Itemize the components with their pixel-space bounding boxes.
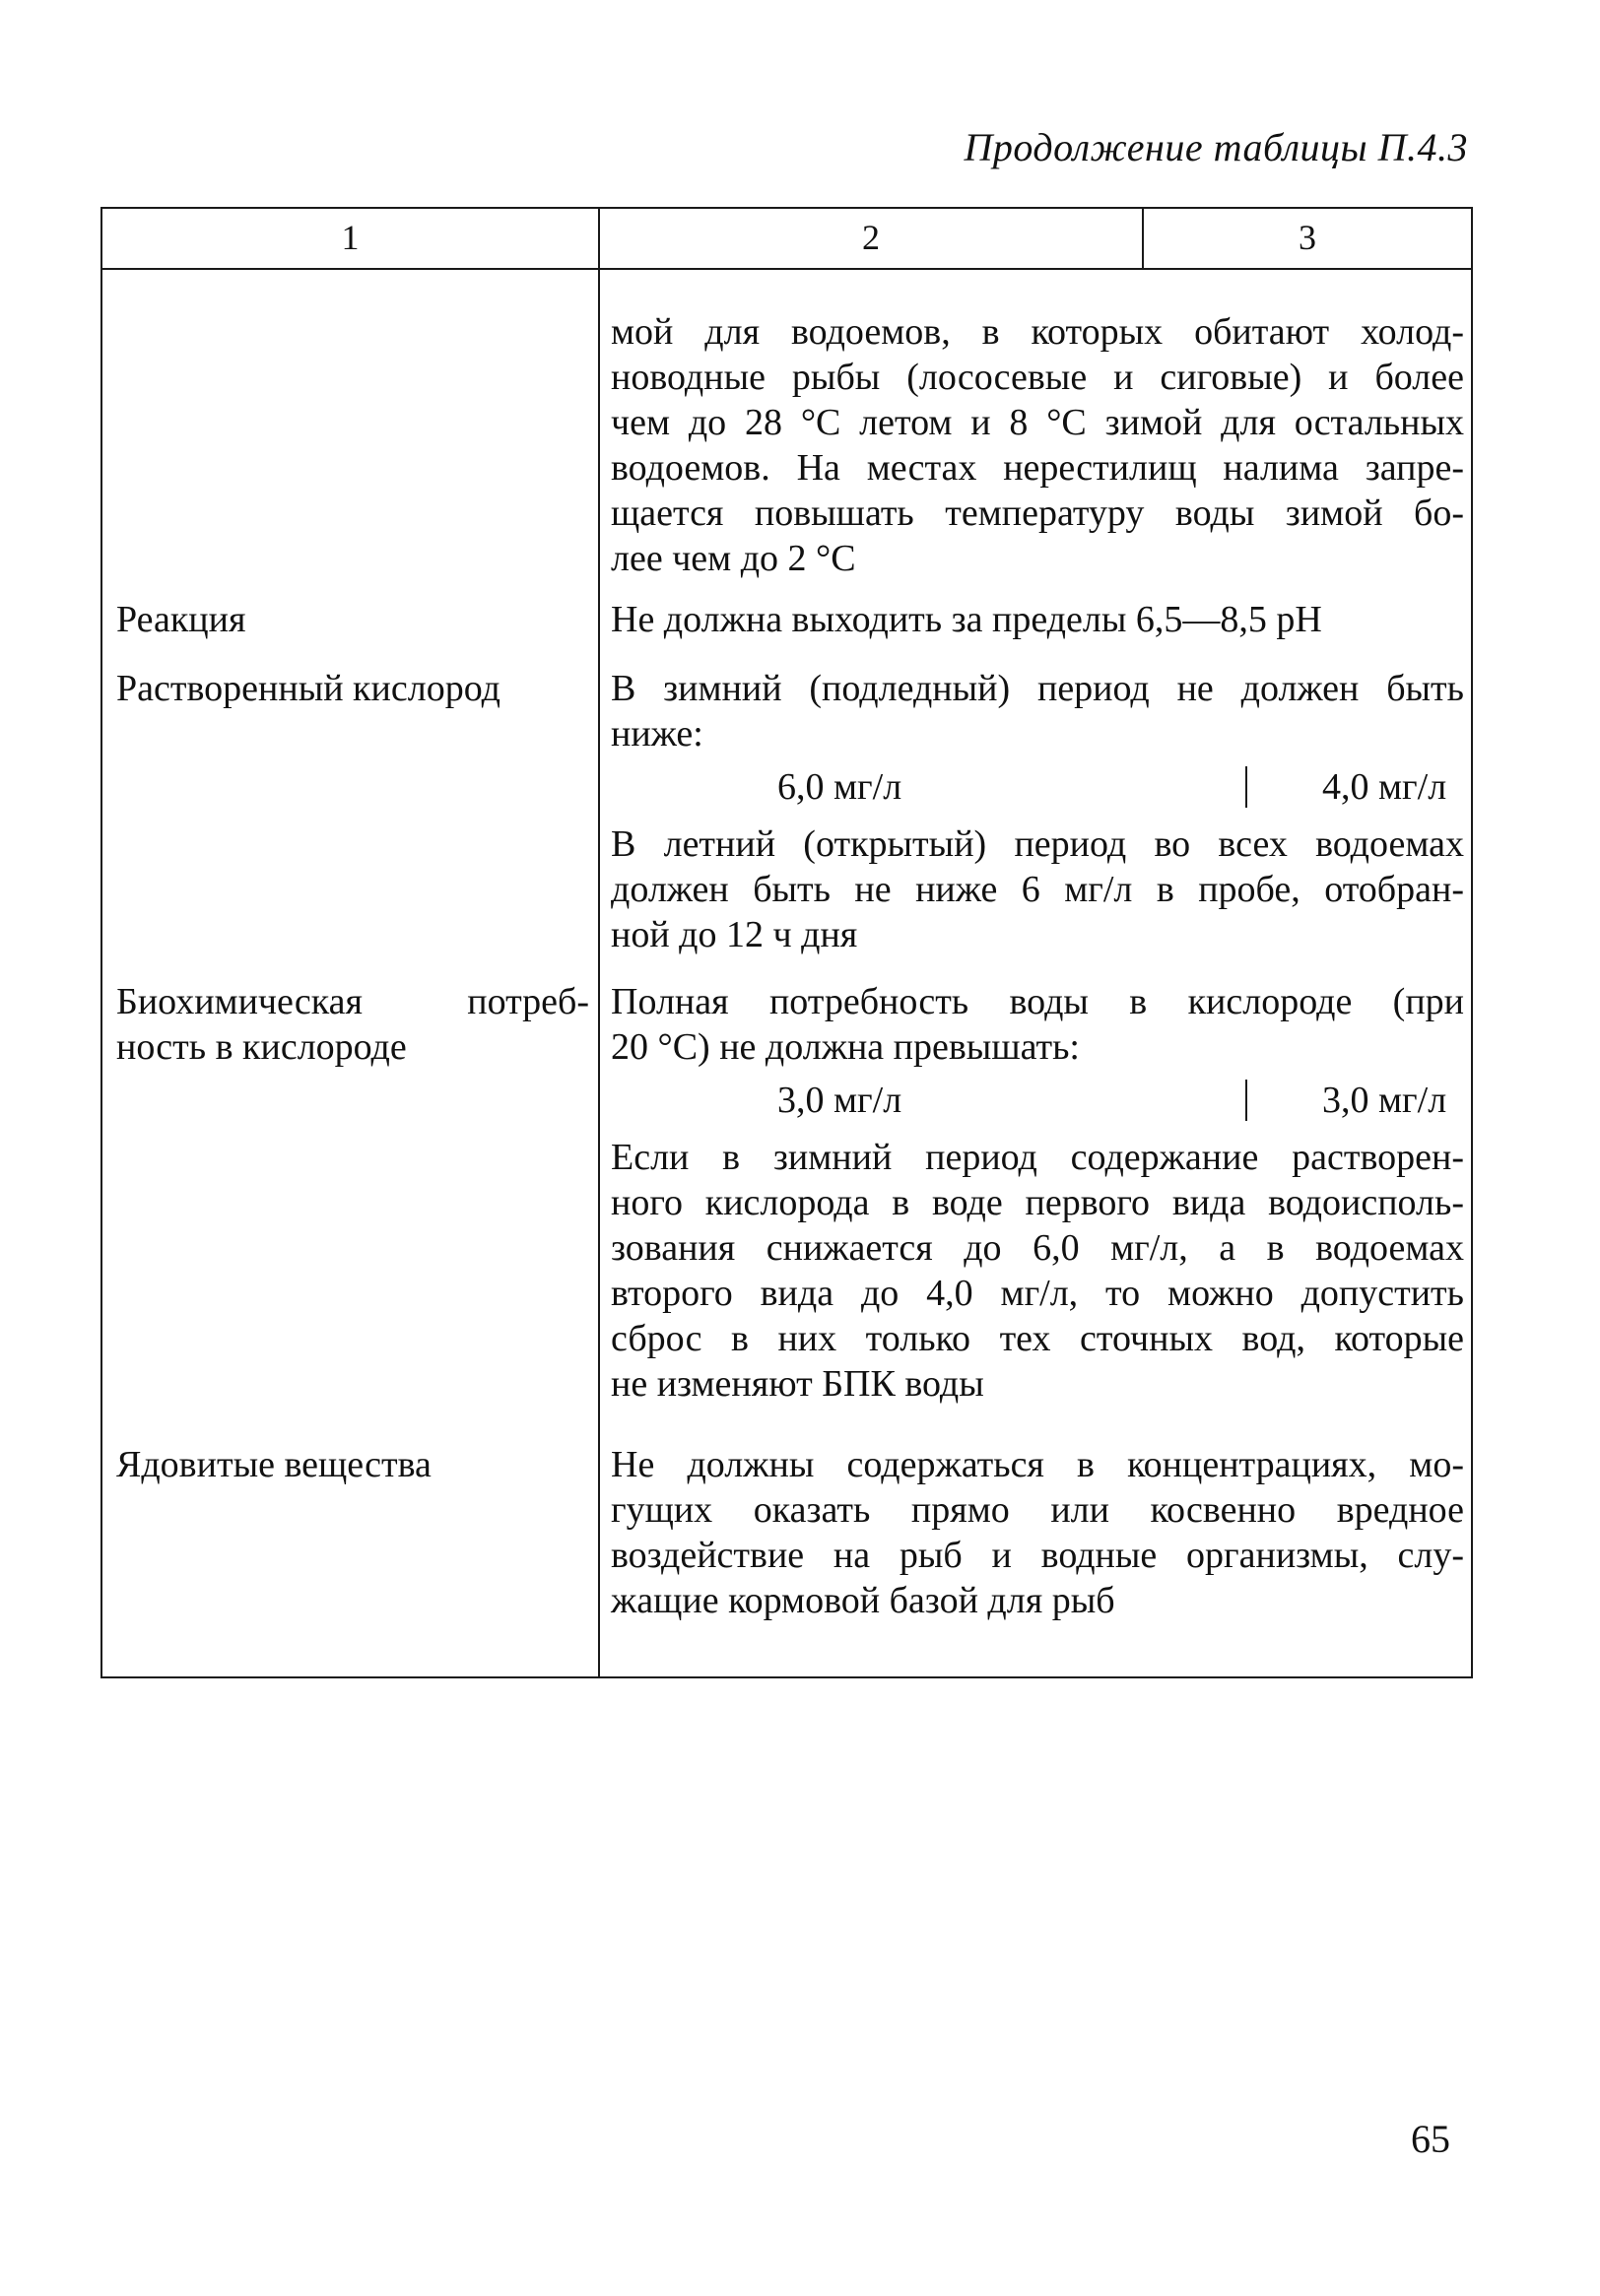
row-text-bod-winter [611,1135,1464,1407]
row-text-bod [611,979,1464,1070]
text-line: ность в кислороде [116,1026,407,1068]
text-line: водоемов. На местах нерестилищ налима запре- [611,447,1464,489]
text-line: Если в зимний период содержание растворен- [611,1137,1464,1178]
text-line: Биохимическая потреб- [116,981,589,1022]
text-line: ной до 12 ч дня [611,914,858,955]
text-line: зования снижается до 6,0 мг/л, а в водоемах [611,1227,1464,1269]
value-separator [1245,1080,1247,1121]
row-text-reaction [611,597,1464,642]
text-line: В зимний (подледный) период не должен быть [611,668,1464,709]
text-line: жащие кормовой базой для рыб [611,1580,1115,1621]
continued-text [611,309,1464,581]
text-line: Полная потребность воды в кислороде (при [611,981,1464,1022]
text-line: щается повышать температуру воды зимой бо- [611,492,1464,534]
row-name-toxic: Ядовитые вещества [116,1444,432,1485]
text-line: новодные рыбы (лососевые и сиговые) и более [611,357,1464,398]
row-name-dissolved-oxygen: Растворенный кислород [116,668,500,709]
page-number: 65 [1411,2117,1450,2161]
data-table [100,207,1473,1678]
text-line: ниже: [611,713,703,754]
header-col-3: 3 [1299,218,1316,257]
text-line: ного кислорода в воде первого вида водоисполь- [611,1182,1464,1223]
header-col-1: 1 [341,218,360,257]
text-line: должен быть не ниже 6 мг/л в пробе, отобран- [611,869,1464,910]
text-line: сброс в них только тех сточных вод, которые [611,1318,1464,1359]
norm-values-oxygen [600,762,1471,812]
norm-value-1: 3,0 мг/л [777,1080,902,1121]
row-text-toxic [611,1442,1464,1623]
norm-values-bod [600,1076,1471,1125]
value-separator [1245,766,1247,808]
text-line: второго вида до 4,0 мг/л, то можно допустить [611,1273,1464,1314]
column-divider [598,209,600,1676]
header-col-2: 2 [862,218,880,257]
header-divider [102,268,1471,270]
norm-value-2: 4,0 мг/л [1322,766,1447,808]
row-text-dissolved-oxygen [611,666,1464,756]
norm-value-1: 6,0 мг/л [777,766,902,808]
text-line: лее чем до 2 °С [611,538,856,579]
text-line: Не должны содержаться в концентрациях, мо- [611,1444,1464,1485]
table-caption: Продолжение таблицы П.4.3 [964,125,1468,169]
row-text-dissolved-oxygen-summer [611,821,1464,957]
text-line: чем до 28 °С летом и 8 °С зимой для остальных [611,402,1464,443]
text-line: В летний (открытый) период во всех водоемах [611,823,1464,865]
row-name-reaction: Реакция [116,599,246,640]
text-line: 20 °С) не должна превышать: [611,1026,1080,1068]
text-line: Не должна выходить за пределы 6,5—8,5 pH [611,599,1322,640]
text-line: гущих оказать прямо или косвенно вредное [611,1489,1464,1531]
text-line: мой для водоемов, в которых обитают холод- [611,311,1464,353]
norm-value-2: 3,0 мг/л [1322,1080,1447,1121]
row-name-bod [116,979,589,1070]
text-line: воздействие на рыб и водные организмы, слу- [611,1535,1464,1576]
text-line: не изменяют БПК воды [611,1363,984,1405]
